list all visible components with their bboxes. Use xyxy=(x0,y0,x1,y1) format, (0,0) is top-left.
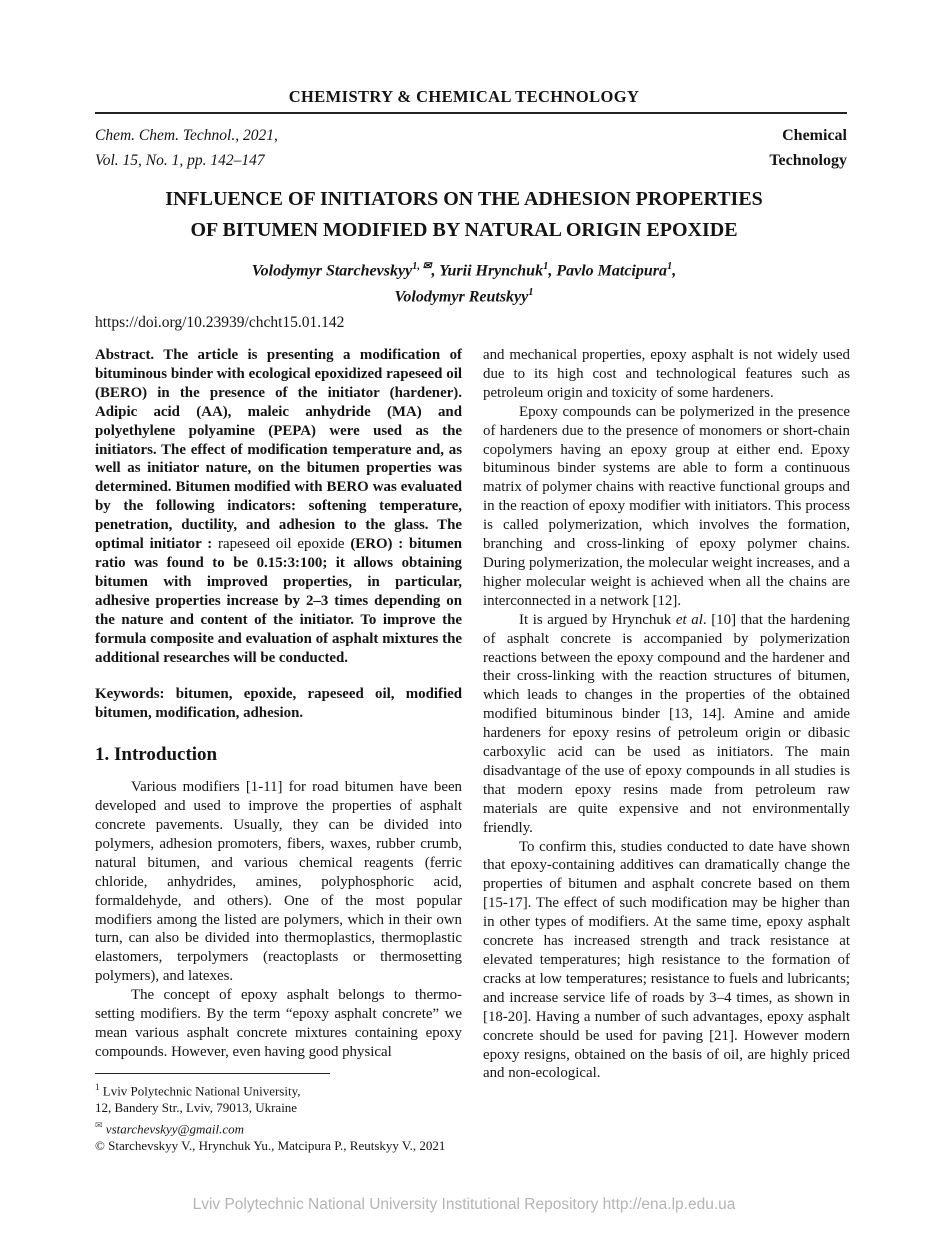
footnote-affiliation xyxy=(95,1079,462,1100)
author-line1 xyxy=(0,256,928,282)
column2-paragraph-3-text-b: . [10] that the hardening of asphalt concrete is accompanied by polymerization reactions between the epoxy compound and the hardener and their cross-linking with the reaction structures of bitumen, which leads to changes in the properties of the obtained modified bituminous binder [13, 14]. Amine and amide hardeners for epoxy resins of petroleum origin or dibasic carboxylic acid can be used as initiators. The main disadvantage of the use of epoxy compounds in all studies is that modern epoxy resins made from petroleum raw materials are quite expensive and not environmentally friendly. xyxy=(483,611,850,836)
envelope-icon: ✉ xyxy=(95,1119,103,1130)
column2-paragraph-4: To confirm this, studies conducted to date have shown that epoxy-containing additives can dramatically change the properties of bitumen and asphalt concrete based on them [15-17]. The effect of such modification may be higher than in other types of modifiers. At the same time, epoxy asphalt concrete has increased strength and track resistance at elevated temperatures; high resistance to the formation of cracks at low temperatures; resistance to fuels and lubricants; and increase service life of roads by 3–4 times, as shown in [18-20]. Having a number of such advantages, epoxy asphalt concrete should be used for paving [21]. However modern epoxy resigns, obtained on the basis of oil, are highly priced and non-ecological. xyxy=(483,838,850,1082)
journal-label-line2: Technology xyxy=(769,152,847,169)
keywords-paragraph xyxy=(95,685,462,723)
author-affiliation-mark: 1 xyxy=(667,261,673,272)
introduction-paragraph-1: Various modifiers [1-11] for road bitumen have been developed and used to improve the properties of asphalt concrete pavements. Usually, they can be divided into polymers, adhesion promoters, fibers, waxes, rubber crumb, natural bitumen, and various chemical reagents (ferric chloride, anhydrides, amines, polyphosphoric acid, formaldehyde, and others). One of the most popular modifiers among the listed are polymers, which in their own turn, can also be divided into thermoplastics, thermoplastic elastomers, terpolymers (reactoplasts or thermosetting polymers), and latexes. xyxy=(95,779,462,985)
footnote-copyright: © Starchevskyy V., Hrynchuk Yu., Matcipura P., Reutskyy V., 2021 xyxy=(95,1137,446,1153)
author-affiliation-mark: 1 xyxy=(543,261,549,272)
citation-line2: Vol. 15, No. 1, pp. 142–147 xyxy=(95,152,265,169)
footnote-rule xyxy=(95,1073,330,1074)
running-head: CHEMISTRY & CHEMICAL TECHNOLOGY xyxy=(288,87,640,106)
footnote-address: 12, Bandery Str., Lviv, 79013, Ukraine xyxy=(95,1100,298,1116)
column2-paragraph-1: and mechanical properties, epoxy asphalt is not widely used due to its high cost and technological features such as petroleum origin and toxicity of some hardeners. xyxy=(483,347,850,401)
footnote-affiliation-text: Lviv Polytechnic National University, xyxy=(99,1083,301,1099)
article-title xyxy=(0,184,928,246)
author-name: Volodymyr Reutskyy xyxy=(394,288,529,306)
column2-paragraph-3-text-a: It is argued by Hrynchuk xyxy=(519,611,676,628)
abstract-paragraph xyxy=(95,346,462,667)
author-affiliation-mark: 1, ✉ xyxy=(412,261,432,272)
author-list xyxy=(0,256,928,309)
introduction-paragraph-2: The concept of epoxy asphalt belongs to thermo-setting modifiers. By the term “epoxy asphalt concrete” we mean various asphalt concrete mixtures containing epoxy compounds. However, even having good physical xyxy=(95,987,462,1060)
left-column xyxy=(95,346,462,1154)
author-separator: , xyxy=(672,262,677,280)
citation-row xyxy=(95,123,847,173)
right-column xyxy=(483,346,850,1154)
journal-label-line1: Chemical xyxy=(782,127,847,144)
column2-paragraph-2: Epoxy compounds can be polymerized in the presence of hardeners due to the presence of monomers or short-chain copolymers having an epoxy group at either end. Epoxy bituminous binder systems are able to form a continuous matrix of polymer chains with reactive functional groups and in the reaction of epoxy modifier with initiators. This process is called polymerization, which involves the formation, branching and cross-linking of epoxy polymer chains. During polymerization, the molecular weight increases, and a higher molecular weight is achieved when all the chains are interconnected in a network [12]. xyxy=(483,403,850,609)
abstract-text-2: (ERO) : bitumen ratio was found to be 0.15:3:100; it allows obtaining bitumen with improved properties, in particular, adhesive properties increase by 2–3 times depending on the nature and content of the initiator. To improve the formula composite and evaluation of asphalt mixtures the additional researches will be conducted. xyxy=(95,536,463,666)
abstract-text-1: The article is presenting a modification of bituminous binder with ecological epoxidized rapeseed oil (BERO) in the presence of the initiator (hardener). Adipic acid (AA), maleic anhydride (MA) and polyethylene polyamine (PEPA) were used as the initiators. The effect of modification temperature and, as well as initiator nature, on the bitumen properties was determined. Bitumen modified with BERO was evaluated by the following indicators: softening temperature, penetration, ductility, and adhesion to the glass. The optimal initiator : xyxy=(95,347,462,553)
author-line2 xyxy=(0,282,928,308)
column2-paragraph-3 xyxy=(483,611,850,838)
abstract-highlight: rapeseed oil epoxide xyxy=(218,536,345,553)
author-name: Volodymyr Starchevskyy xyxy=(251,262,413,280)
doi-link[interactable]: https://doi.org/10.23939/chcht15.01.142 xyxy=(95,314,345,331)
footnote-email[interactable] xyxy=(95,1117,462,1138)
keywords-label: Keywords xyxy=(95,686,160,703)
section-heading-introduction: 1. Introduction xyxy=(95,744,218,766)
author-affiliation-mark: 1 xyxy=(528,287,534,299)
article-body xyxy=(95,346,850,1154)
footnote-block xyxy=(95,1073,462,1154)
author-separator: , xyxy=(548,262,557,280)
article-title-line2: OF BITUMEN MODIFIED BY NATURAL ORIGIN EPOXIDE xyxy=(190,219,738,241)
keywords-text: : bitumen, epoxide, rapeseed oil, modified bitumen, modification, adhesion. xyxy=(95,686,462,722)
et-al-italic: et al xyxy=(675,611,703,628)
repository-footer: Lviv Polytechnic National University Institutional Repository http://ena.lp.edu.ua xyxy=(192,1196,736,1213)
abstract-label: Abstract. xyxy=(95,347,155,363)
author-separator: , xyxy=(431,262,440,280)
author-name: Yurii Hrynchuk xyxy=(439,262,544,280)
journal-label xyxy=(769,123,847,173)
journal-citation xyxy=(95,123,278,173)
citation-line1: Chem. Chem. Technol., 2021, xyxy=(95,127,278,144)
footnote-email-text: vstarchevskyy@gmail.com xyxy=(102,1120,244,1136)
article-title-line1: INFLUENCE OF INITIATORS ON THE ADHESION PROPERTIES xyxy=(165,188,763,210)
author-name: Pavlo Matcipura xyxy=(556,262,667,280)
header-rule xyxy=(95,112,847,114)
footnote-affiliation-mark: 1 xyxy=(95,1082,100,1093)
